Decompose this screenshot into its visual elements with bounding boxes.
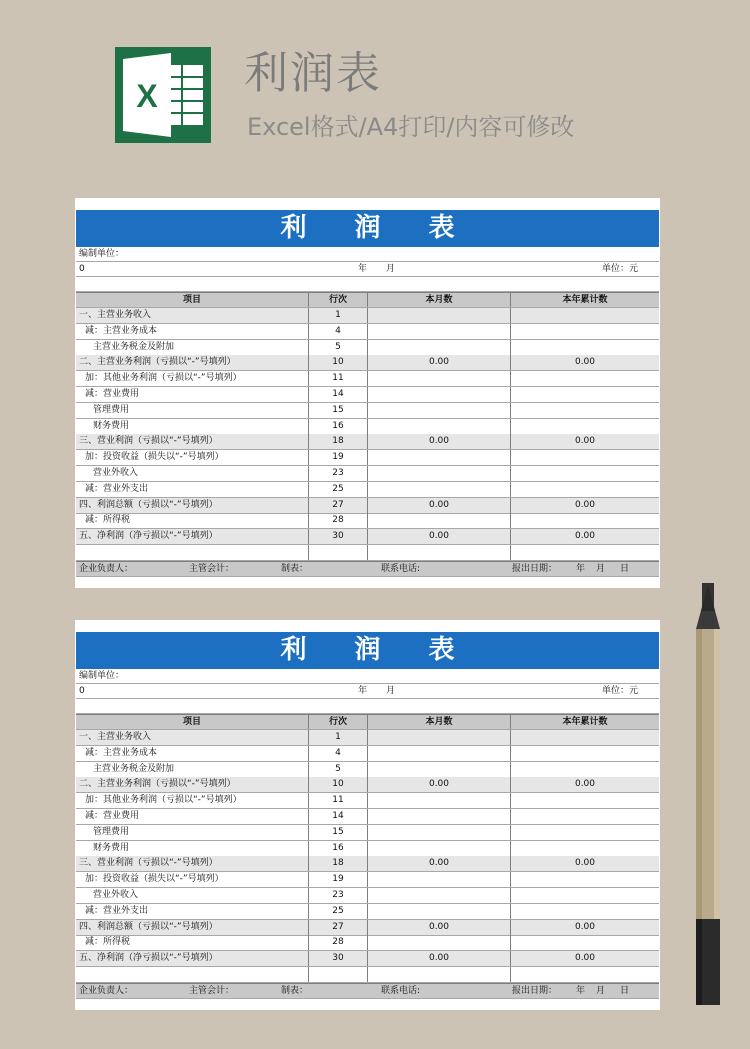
company-value[interactable]: 0	[79, 264, 85, 274]
row-month-value[interactable]: 0.00	[368, 498, 511, 513]
table-row	[76, 904, 659, 920]
row-line-number: 25	[309, 482, 368, 497]
row-item: 三、营业利润（亏损以“-”号填列）	[76, 434, 309, 449]
row-item: 四、利润总额（亏损以“-”号填列）	[76, 920, 309, 935]
row-line-number: 15	[309, 825, 368, 840]
row-line-number: 19	[309, 450, 368, 465]
row-line-number: 28	[309, 513, 368, 528]
table-row	[76, 920, 659, 936]
table-row	[76, 888, 659, 904]
row-month-value[interactable]	[368, 762, 511, 777]
header-line: 行次	[309, 715, 368, 729]
row-line-number: 28	[309, 935, 368, 950]
row-line-number: 30	[309, 529, 368, 544]
row-line-number: 11	[309, 371, 368, 386]
row-item: 五、净利润（净亏损以“-”号填列）	[76, 951, 309, 966]
row-month-value[interactable]	[368, 809, 511, 824]
row-line-number: 11	[309, 793, 368, 808]
row-line-number: 23	[309, 888, 368, 903]
phone-label: 联系电话:	[381, 564, 421, 574]
signature-footer	[76, 983, 659, 999]
signature-footer	[76, 561, 659, 577]
row-year-value[interactable]	[511, 450, 659, 465]
row-item: 加：投资收益（损失以“-”号填列）	[76, 450, 309, 465]
phone-label: 联系电话:	[381, 986, 421, 996]
row-month-value[interactable]: 0.00	[368, 434, 511, 449]
row-month-value[interactable]	[368, 324, 511, 339]
row-line-number: 27	[309, 498, 368, 513]
row-month-value[interactable]: 0.00	[368, 529, 511, 544]
row-line-number: 1	[309, 730, 368, 745]
row-month-value[interactable]	[368, 746, 511, 761]
row-month-value[interactable]	[368, 387, 511, 402]
month-label: 月	[386, 686, 396, 696]
blank-row	[76, 277, 659, 292]
table-row	[76, 340, 659, 356]
year-label: 年	[358, 264, 368, 274]
row-item: 主营业务税金及附加	[76, 762, 309, 777]
row-line-number: 14	[309, 387, 368, 402]
row-line-number: 15	[309, 403, 368, 418]
row-line-number: 10	[309, 777, 368, 792]
row-year-value[interactable]	[511, 482, 659, 497]
row-year-value[interactable]: 0.00	[574, 499, 596, 510]
row-line-number: 23	[309, 466, 368, 481]
sheet-title: 利润表	[76, 210, 659, 247]
month-label: 月	[386, 264, 396, 274]
row-line-number: 4	[309, 324, 368, 339]
table-row	[76, 403, 659, 419]
row-month-value[interactable]	[368, 841, 511, 856]
table-row	[76, 841, 659, 857]
row-month-value[interactable]	[368, 545, 511, 560]
row-item: 减：所得税	[76, 513, 309, 528]
row-item: 三、营业利润（亏损以“-”号填列）	[76, 856, 309, 871]
preparer-label: 制表：	[281, 564, 309, 574]
table-row	[76, 793, 659, 809]
table-row	[76, 730, 659, 746]
row-month-value[interactable]: 0.00	[368, 777, 511, 792]
table-row	[76, 482, 659, 498]
table-row	[76, 513, 659, 529]
row-month-value[interactable]: 0.00	[368, 920, 511, 935]
row-item: 财务费用	[76, 419, 309, 434]
row-item: 二、主营业务利润（亏损以“-”号填列）	[76, 777, 309, 792]
preparer-label: 制表：	[281, 986, 309, 996]
row-item: 加：其他业务利润（亏损以“-”号填列）	[76, 793, 309, 808]
compiler-row	[76, 247, 659, 262]
row-month-value[interactable]	[368, 513, 511, 528]
unit-label: 单位：元	[602, 686, 639, 696]
row-item: 管理费用	[76, 825, 309, 840]
period-row	[76, 684, 659, 699]
row-month-value[interactable]	[368, 308, 511, 323]
row-item: 加：投资收益（损失以“-”号填列）	[76, 872, 309, 887]
accountant-label: 主管会计：	[189, 986, 235, 996]
compiler-row	[76, 669, 659, 684]
row-year-value[interactable]	[511, 730, 659, 745]
footer-day-label: 日	[620, 986, 630, 996]
row-year-value[interactable]: 0.00	[574, 531, 596, 542]
row-line-number: 30	[309, 951, 368, 966]
owner-label: 企业负责人：	[79, 986, 134, 996]
row-year-value[interactable]	[511, 825, 659, 840]
row-year-value[interactable]	[511, 324, 659, 339]
table-header	[76, 714, 659, 730]
header-line: 行次	[309, 293, 368, 307]
row-line-number: 16	[309, 841, 368, 856]
row-item: 管理费用	[76, 403, 309, 418]
row-line-number: 16	[309, 419, 368, 434]
header-year: 本年累计数	[562, 295, 608, 305]
table-row	[76, 434, 659, 450]
report-date-label: 报出日期：	[512, 564, 558, 574]
compiler-label: 编制单位：	[79, 249, 125, 259]
row-year-value[interactable]	[511, 403, 659, 418]
row-month-value[interactable]	[368, 730, 511, 745]
row-line-number: 5	[309, 340, 368, 355]
row-year-value[interactable]	[511, 340, 659, 355]
footer-year-label: 年	[576, 564, 586, 574]
row-month-value[interactable]	[368, 888, 511, 903]
table-row	[76, 856, 659, 872]
unit-label: 单位：元	[602, 264, 639, 274]
hero-title: 利润表	[244, 48, 382, 99]
row-month-value[interactable]	[368, 967, 511, 982]
row-item	[76, 967, 309, 982]
footer-month-label: 月	[596, 986, 606, 996]
row-item: 减：主营业务成本	[76, 324, 309, 339]
table-row	[76, 825, 659, 841]
table-row	[76, 967, 659, 983]
header-item: 项目	[76, 293, 309, 307]
owner-label: 企业负责人：	[79, 564, 134, 574]
table-row	[76, 387, 659, 403]
row-item: 四、利润总额（亏损以“-”号填列）	[76, 498, 309, 513]
row-month-value[interactable]: 0.00	[368, 856, 511, 871]
row-item: 营业外收入	[76, 466, 309, 481]
row-year-value[interactable]	[511, 746, 659, 761]
row-month-value[interactable]	[368, 450, 511, 465]
table-row	[76, 324, 659, 340]
period-row	[76, 262, 659, 277]
row-month-value[interactable]	[368, 935, 511, 950]
table-row	[76, 872, 659, 888]
blank-row	[76, 699, 659, 714]
row-month-value[interactable]	[368, 466, 511, 481]
row-year-value[interactable]	[511, 935, 659, 950]
sheet-title: 利润表	[76, 632, 659, 669]
row-item: 营业外收入	[76, 888, 309, 903]
row-item: 加：其他业务利润（亏损以“-”号填列）	[76, 371, 309, 386]
table-row	[76, 545, 659, 561]
row-month-value[interactable]	[368, 904, 511, 919]
header-year: 本年累计数	[562, 717, 608, 727]
row-item: 一、主营业务收入	[76, 730, 309, 745]
row-year-value[interactable]	[511, 872, 659, 887]
table-row	[76, 371, 659, 387]
hero-subtitle: Excel格式/A4打印/内容可修改	[247, 113, 575, 141]
header-item: 项目	[76, 715, 309, 729]
excel-logo-letter: X	[136, 78, 158, 114]
table-row	[76, 777, 659, 793]
table-row	[76, 498, 659, 514]
report-date-label: 报出日期：	[512, 986, 558, 996]
row-year-value[interactable]	[511, 466, 659, 481]
row-month-value[interactable]: 0.00	[368, 355, 511, 370]
row-item: 减：营业外支出	[76, 904, 309, 919]
row-item: 减：营业外支出	[76, 482, 309, 497]
row-line-number: 10	[309, 355, 368, 370]
header-month: 本月数	[368, 293, 511, 307]
row-item: 减：营业费用	[76, 809, 309, 824]
row-year-value[interactable]	[511, 904, 659, 919]
row-year-value[interactable]	[511, 888, 659, 903]
table-row	[76, 466, 659, 482]
row-item: 二、主营业务利润（亏损以“-”号填列）	[76, 355, 309, 370]
compiler-label: 编制单位：	[79, 671, 125, 681]
row-month-value[interactable]	[368, 482, 511, 497]
row-line-number: 18	[309, 434, 368, 449]
row-year-value[interactable]: 0.00	[574, 357, 596, 368]
company-value[interactable]: 0	[79, 686, 85, 696]
row-item: 减：主营业务成本	[76, 746, 309, 761]
table-row	[76, 746, 659, 762]
row-year-value[interactable]	[511, 308, 659, 323]
row-year-value[interactable]: 0.00	[574, 921, 596, 932]
footer-year-label: 年	[576, 986, 586, 996]
table-row	[76, 809, 659, 825]
row-year-value[interactable]	[511, 513, 659, 528]
row-item	[76, 545, 309, 560]
income-statement-sheet	[75, 620, 660, 1010]
row-line-number: 14	[309, 809, 368, 824]
row-line-number: 5	[309, 762, 368, 777]
row-line-number: 25	[309, 904, 368, 919]
year-label: 年	[358, 686, 368, 696]
row-line-number	[309, 545, 368, 560]
footer-month-label: 月	[596, 564, 606, 574]
row-year-value[interactable]: 0.00	[574, 858, 596, 869]
row-year-value[interactable]: 0.00	[574, 779, 596, 790]
table-row	[76, 762, 659, 778]
accountant-label: 主管会计：	[189, 564, 235, 574]
row-line-number: 27	[309, 920, 368, 935]
income-statement-sheet	[75, 198, 660, 588]
table-row	[76, 935, 659, 951]
row-month-value[interactable]	[368, 371, 511, 386]
row-year-value[interactable]	[511, 762, 659, 777]
header-month: 本月数	[368, 715, 511, 729]
table-row	[76, 355, 659, 371]
table-row	[76, 308, 659, 324]
row-month-value[interactable]	[368, 403, 511, 418]
row-month-value[interactable]	[368, 793, 511, 808]
row-month-value[interactable]	[368, 872, 511, 887]
row-item: 财务费用	[76, 841, 309, 856]
table-row	[76, 419, 659, 435]
row-month-value[interactable]	[368, 419, 511, 434]
row-month-value[interactable]	[368, 825, 511, 840]
row-line-number	[309, 967, 368, 982]
row-item: 减：所得税	[76, 935, 309, 950]
excel-logo-icon	[115, 47, 211, 143]
row-item: 一、主营业务收入	[76, 308, 309, 323]
row-item: 主营业务税金及附加	[76, 340, 309, 355]
row-line-number: 1	[309, 308, 368, 323]
row-year-value[interactable]	[511, 545, 659, 560]
row-month-value[interactable]: 0.00	[368, 951, 511, 966]
row-year-value[interactable]	[511, 809, 659, 824]
row-year-value[interactable]: 0.00	[574, 436, 596, 447]
pencil-icon	[688, 583, 728, 1005]
table-header	[76, 292, 659, 308]
row-year-value[interactable]	[511, 387, 659, 402]
row-year-value[interactable]	[511, 841, 659, 856]
table-row	[76, 450, 659, 466]
table-row	[76, 529, 659, 545]
row-line-number: 4	[309, 746, 368, 761]
footer-day-label: 日	[620, 564, 630, 574]
row-year-value[interactable]	[511, 793, 659, 808]
row-item: 减：营业费用	[76, 387, 309, 402]
row-year-value[interactable]	[511, 371, 659, 386]
row-line-number: 18	[309, 856, 368, 871]
row-line-number: 19	[309, 872, 368, 887]
row-month-value[interactable]	[368, 340, 511, 355]
row-item: 五、净利润（净亏损以“-”号填列）	[76, 529, 309, 544]
table-row	[76, 951, 659, 967]
row-year-value[interactable]: 0.00	[574, 953, 596, 964]
row-year-value[interactable]	[511, 967, 659, 982]
row-year-value[interactable]	[511, 419, 659, 434]
